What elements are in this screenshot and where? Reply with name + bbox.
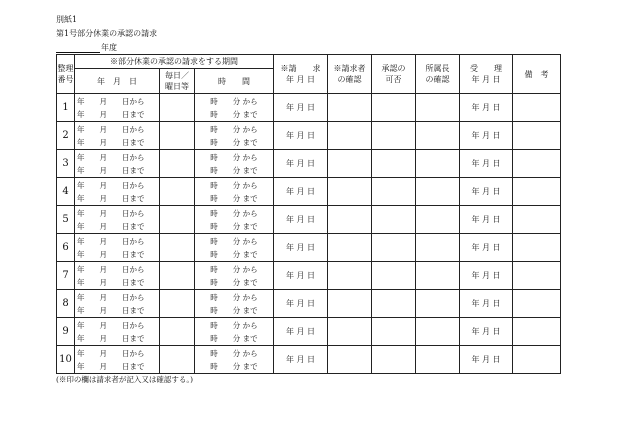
row-number: 9 bbox=[57, 318, 75, 346]
weekday-cell[interactable] bbox=[160, 290, 195, 318]
chief-check-cell[interactable] bbox=[416, 262, 460, 290]
table-row bbox=[57, 150, 561, 178]
weekday-cell[interactable] bbox=[160, 178, 195, 206]
row-number: 2 bbox=[57, 122, 75, 150]
receipt-date-cell[interactable]: 年 月 日 bbox=[460, 94, 513, 122]
requester-check-cell[interactable] bbox=[328, 150, 372, 178]
chief-check-cell[interactable] bbox=[416, 206, 460, 234]
chief-check-cell[interactable] bbox=[416, 122, 460, 150]
row-number: 1 bbox=[57, 94, 75, 122]
remarks-cell[interactable] bbox=[513, 262, 561, 290]
row-number: 4 bbox=[57, 178, 75, 206]
receipt-date-cell[interactable]: 年 月 日 bbox=[460, 262, 513, 290]
chief-check-cell[interactable] bbox=[416, 290, 460, 318]
period-date-cell[interactable]: 年 月 日から 年 月 日まで bbox=[75, 178, 160, 206]
table-row bbox=[57, 318, 561, 346]
period-time-cell[interactable]: 時 分 から 時 分 まで bbox=[195, 346, 274, 374]
request-date-cell[interactable]: 年 月 日 bbox=[274, 94, 328, 122]
number-header: 整理 番号 bbox=[57, 55, 75, 94]
period-date-cell[interactable]: 年 月 日から 年 月 日まで bbox=[75, 150, 160, 178]
request-date-cell[interactable]: 年 月 日 bbox=[274, 290, 328, 318]
period-date-cell[interactable]: 年 月 日から 年 月 日まで bbox=[75, 262, 160, 290]
requester-check-cell[interactable] bbox=[328, 318, 372, 346]
period-header: ※部分休業の承認の請求をする期間 bbox=[75, 55, 274, 69]
receipt-date-cell[interactable]: 年 月 日 bbox=[460, 206, 513, 234]
table-row bbox=[57, 262, 561, 290]
period-time-cell[interactable]: 時 分 から 時 分 まで bbox=[195, 150, 274, 178]
period-time-cell[interactable]: 時 分 から 時 分 まで bbox=[195, 178, 274, 206]
period-date-cell[interactable]: 年 月 日から 年 月 日まで bbox=[75, 346, 160, 374]
remarks-cell[interactable] bbox=[513, 178, 561, 206]
remarks-cell[interactable] bbox=[513, 206, 561, 234]
period-date-cell[interactable]: 年 月 日から 年 月 日まで bbox=[75, 206, 160, 234]
requester-check-cell[interactable] bbox=[328, 178, 372, 206]
receipt-date-cell[interactable]: 年 月 日 bbox=[460, 178, 513, 206]
requester-check-cell[interactable] bbox=[328, 290, 372, 318]
period-date-cell[interactable]: 年 月 日から 年 月 日まで bbox=[75, 318, 160, 346]
period-time-cell[interactable]: 時 分 から 時 分 まで bbox=[195, 318, 274, 346]
period-time-cell[interactable]: 時 分 から 時 分 まで bbox=[195, 290, 274, 318]
chief-check-cell[interactable] bbox=[416, 346, 460, 374]
approval-cell[interactable] bbox=[372, 122, 416, 150]
period-time-cell[interactable]: 時 分 から 時 分 まで bbox=[195, 94, 274, 122]
request-date-header: ※請 求 年 月 日 bbox=[274, 55, 328, 94]
chief-check-cell[interactable] bbox=[416, 150, 460, 178]
weekday-cell[interactable] bbox=[160, 122, 195, 150]
remarks-cell[interactable] bbox=[513, 94, 561, 122]
period-time-cell[interactable]: 時 分 から 時 分 まで bbox=[195, 262, 274, 290]
weekday-cell[interactable] bbox=[160, 150, 195, 178]
row-number: 10 bbox=[57, 346, 75, 374]
chief-check-cell[interactable] bbox=[416, 234, 460, 262]
requester-check-cell[interactable] bbox=[328, 262, 372, 290]
table-row bbox=[57, 94, 561, 122]
chief-check-cell[interactable] bbox=[416, 318, 460, 346]
period-time-cell[interactable]: 時 分 から 時 分 まで bbox=[195, 234, 274, 262]
request-date-cell[interactable]: 年 月 日 bbox=[274, 318, 328, 346]
approval-cell[interactable] bbox=[372, 94, 416, 122]
requester-check-cell[interactable] bbox=[328, 346, 372, 374]
receipt-date-cell[interactable]: 年 月 日 bbox=[460, 122, 513, 150]
period-date-cell[interactable]: 年 月 日から 年 月 日まで bbox=[75, 122, 160, 150]
request-table bbox=[56, 54, 561, 374]
table-row bbox=[57, 234, 561, 262]
table-row bbox=[57, 122, 561, 150]
request-date-cell[interactable]: 年 月 日 bbox=[274, 178, 328, 206]
requester-check-cell[interactable] bbox=[328, 234, 372, 262]
requester-check-header: ※請求者 の確認 bbox=[328, 55, 372, 94]
receipt-date-cell[interactable]: 年 月 日 bbox=[460, 150, 513, 178]
chief-check-header: 所属長 の確認 bbox=[416, 55, 460, 94]
period-date-cell[interactable]: 年 月 日から 年 月 日まで bbox=[75, 290, 160, 318]
row-number: 5 bbox=[57, 206, 75, 234]
chief-check-cell[interactable] bbox=[416, 178, 460, 206]
footnote: (※印の欄は請求者が記入又は確認する。) bbox=[56, 375, 194, 384]
approval-cell[interactable] bbox=[372, 234, 416, 262]
approval-cell[interactable] bbox=[372, 150, 416, 178]
approval-cell[interactable] bbox=[372, 290, 416, 318]
remarks-cell[interactable] bbox=[513, 346, 561, 374]
request-date-cell[interactable]: 年 月 日 bbox=[274, 262, 328, 290]
remarks-header: 備 考 bbox=[513, 55, 561, 94]
attachment-label: 別紙1 bbox=[56, 15, 78, 24]
weekday-cell[interactable] bbox=[160, 262, 195, 290]
weekday-cell[interactable] bbox=[160, 206, 195, 234]
receipt-date-cell[interactable]: 年 月 日 bbox=[460, 318, 513, 346]
requester-check-cell[interactable] bbox=[328, 206, 372, 234]
form-title: 第1号部分休業の承認の請求 bbox=[56, 29, 158, 38]
receipt-date-cell[interactable]: 年 月 日 bbox=[460, 346, 513, 374]
table-row bbox=[57, 206, 561, 234]
request-date-cell[interactable]: 年 月 日 bbox=[274, 346, 328, 374]
remarks-cell[interactable] bbox=[513, 122, 561, 150]
receipt-date-cell[interactable]: 年 月 日 bbox=[460, 290, 513, 318]
request-date-cell[interactable]: 年 月 日 bbox=[274, 234, 328, 262]
approval-cell[interactable] bbox=[372, 178, 416, 206]
approval-cell[interactable] bbox=[372, 318, 416, 346]
approval-cell[interactable] bbox=[372, 346, 416, 374]
period-date-cell[interactable]: 年 月 日から 年 月 日まで bbox=[75, 94, 160, 122]
fiscal-year-blank[interactable] bbox=[56, 44, 100, 53]
request-date-cell[interactable]: 年 月 日 bbox=[274, 206, 328, 234]
weekday-cell[interactable] bbox=[160, 94, 195, 122]
fiscal-year-line bbox=[56, 43, 117, 53]
period-time-cell[interactable]: 時 分 から 時 分 まで bbox=[195, 206, 274, 234]
requester-check-cell[interactable] bbox=[328, 122, 372, 150]
table-row bbox=[57, 290, 561, 318]
weekday-cell[interactable] bbox=[160, 318, 195, 346]
approval-cell[interactable] bbox=[372, 206, 416, 234]
requester-check-cell[interactable] bbox=[328, 94, 372, 122]
receipt-date-header: 受 理 年 月 日 bbox=[460, 55, 513, 94]
table-row bbox=[57, 346, 561, 374]
date-header: 年 月 日 bbox=[75, 69, 160, 94]
weekday-cell[interactable] bbox=[160, 346, 195, 374]
row-number: 3 bbox=[57, 150, 75, 178]
row-number: 6 bbox=[57, 234, 75, 262]
period-time-cell[interactable]: 時 分 から 時 分 まで bbox=[195, 122, 274, 150]
weekday-header: 毎日／ 曜日等 bbox=[160, 69, 195, 94]
request-date-cell[interactable]: 年 月 日 bbox=[274, 122, 328, 150]
period-date-cell[interactable]: 年 月 日から 年 月 日まで bbox=[75, 234, 160, 262]
request-date-cell[interactable]: 年 月 日 bbox=[274, 150, 328, 178]
time-header: 時 間 bbox=[195, 69, 274, 94]
approval-cell[interactable] bbox=[372, 262, 416, 290]
row-number: 7 bbox=[57, 262, 75, 290]
remarks-cell[interactable] bbox=[513, 150, 561, 178]
remarks-cell[interactable] bbox=[513, 234, 561, 262]
chief-check-cell[interactable] bbox=[416, 94, 460, 122]
row-number: 8 bbox=[57, 290, 75, 318]
remarks-cell[interactable] bbox=[513, 290, 561, 318]
remarks-cell[interactable] bbox=[513, 318, 561, 346]
approval-header: 承認の 可否 bbox=[372, 55, 416, 94]
receipt-date-cell[interactable]: 年 月 日 bbox=[460, 234, 513, 262]
table-row bbox=[57, 178, 561, 206]
fiscal-year-suffix: 年度 bbox=[101, 43, 117, 52]
weekday-cell[interactable] bbox=[160, 234, 195, 262]
